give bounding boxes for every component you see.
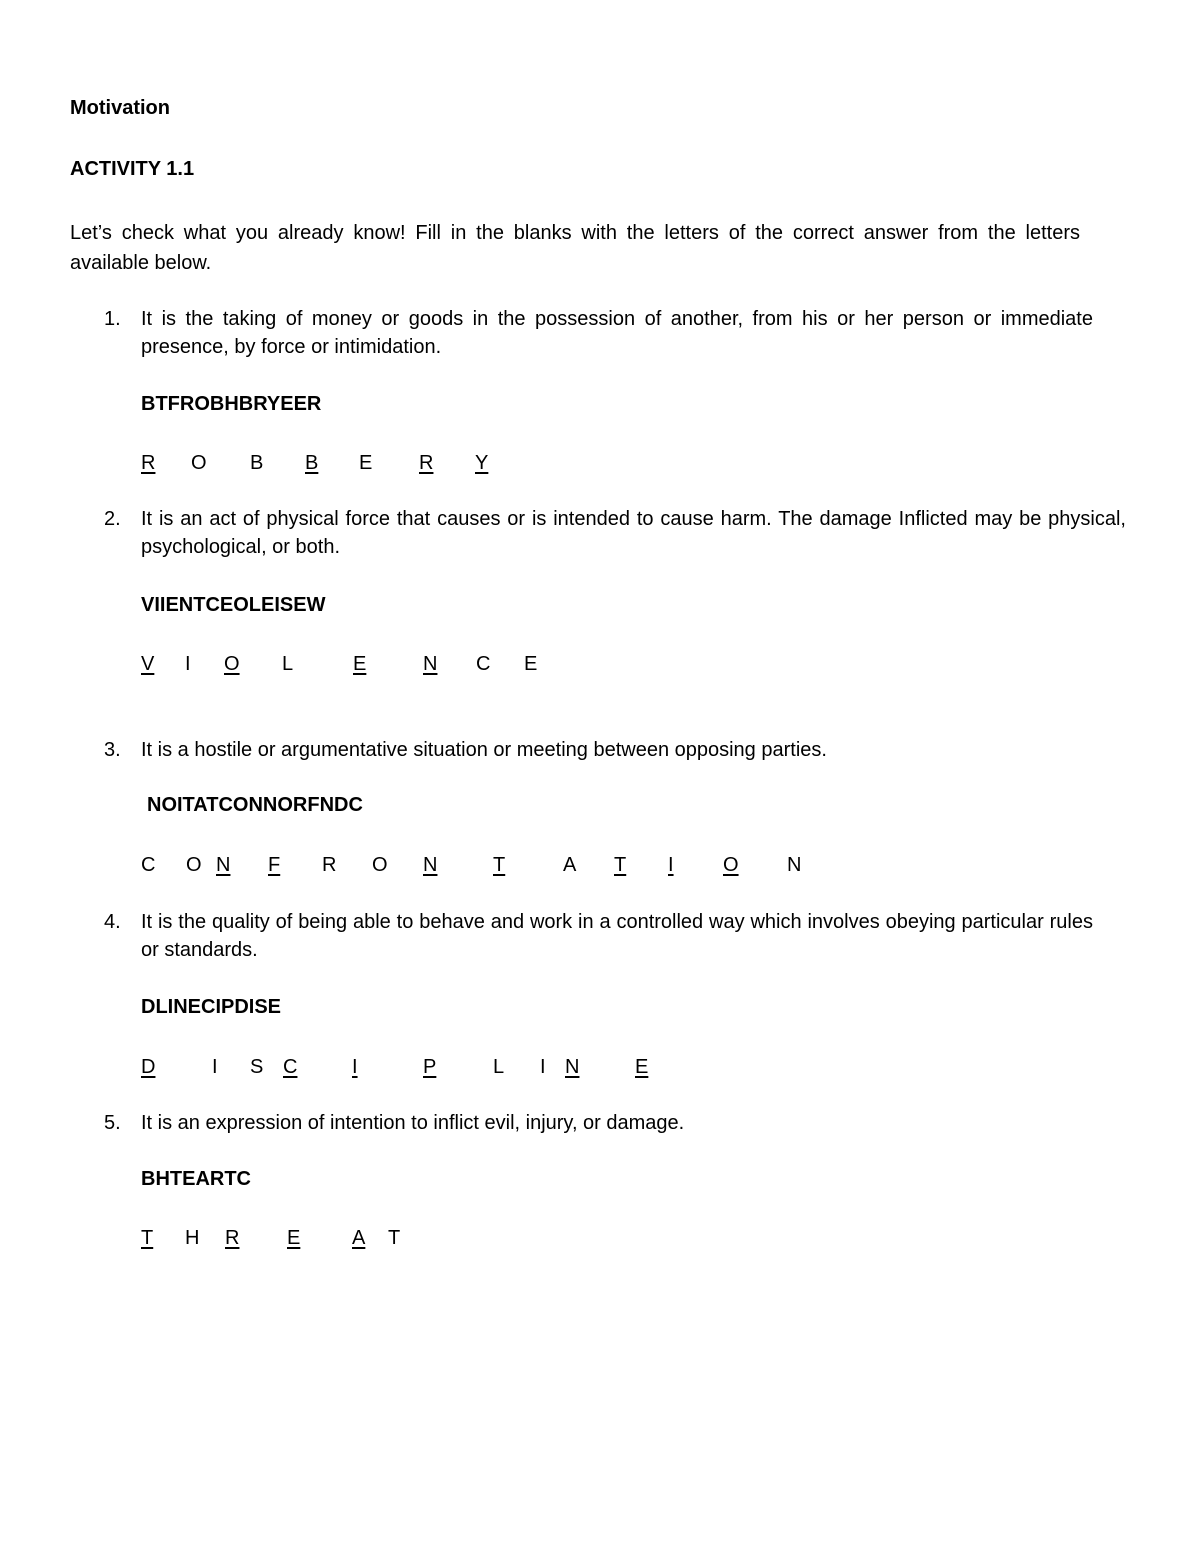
item-number: 2. (104, 508, 121, 530)
answer-letter: E (524, 653, 538, 675)
answer-letter: B (250, 452, 264, 474)
answer-row-1 (0, 449, 1200, 479)
answer-letter: R (322, 854, 337, 876)
answer-row-3 (0, 851, 1200, 881)
answer-letter: T (141, 1227, 154, 1249)
question-text: It is the quality of being able to behave and work in a controlled way which involves obeying particular rules or standards. (141, 911, 1093, 961)
answer-row-2 (0, 650, 1200, 680)
answer-letter: R (225, 1227, 240, 1249)
item-number: 4. (104, 911, 121, 933)
answer-letter: I (352, 1056, 358, 1078)
answer-letter: V (141, 653, 155, 675)
scrambled-letters-3: NOITATCONNORFNDC (147, 794, 363, 816)
question-text: It is the taking of money or goods in the possession of another, from his or her person or immediate presence, by force or intimidation. (141, 308, 1093, 358)
answer-letter: I (185, 653, 191, 675)
answer-letter: O (372, 854, 388, 876)
question-text: It is a hostile or argumentative situation or meeting between opposing parties. (141, 739, 827, 761)
answer-letter: T (388, 1227, 401, 1249)
answer-letter: I (212, 1056, 218, 1078)
scrambled-letters-5: BHTEARTC (141, 1168, 251, 1190)
answer-letter: C (283, 1056, 298, 1078)
item-number: 1. (104, 308, 121, 330)
scrambled-letters-4: DLINECIPDISE (141, 996, 282, 1018)
question-text: It is an act of physical force that causes or is intended to cause harm. The damage Inflicted may be physical, psychological, or both. (141, 508, 1126, 558)
answer-letter: E (287, 1227, 301, 1249)
answer-letter: D (141, 1056, 156, 1078)
answer-letter: P (423, 1056, 437, 1078)
answer-letter: E (353, 653, 367, 675)
answer-letter: O (186, 854, 202, 876)
answer-letter: E (635, 1056, 649, 1078)
answer-letter: C (141, 854, 156, 876)
answer-letter: B (305, 452, 319, 474)
answer-letter: Y (475, 452, 489, 474)
answer-letter: N (565, 1056, 580, 1078)
page-title: Motivation (70, 97, 170, 119)
answer-letter: S (250, 1056, 264, 1078)
answer-letter: O (224, 653, 240, 675)
answer-row-4 (0, 1053, 1200, 1083)
answer-letter: I (540, 1056, 546, 1078)
question-text: It is an expression of intention to inflict evil, injury, or damage. (141, 1112, 685, 1134)
answer-letter: R (141, 452, 156, 474)
scrambled-letters-2: VIIENTCEOLEISEW (141, 594, 326, 616)
activity-heading: ACTIVITY 1.1 (70, 158, 195, 180)
answer-letter: L (493, 1056, 505, 1078)
answer-letter: T (614, 854, 627, 876)
answer-letter: N (423, 653, 438, 675)
answer-letter: I (668, 854, 674, 876)
answer-letter: N (787, 854, 802, 876)
answer-letter: E (359, 452, 373, 474)
answer-letter: H (185, 1227, 200, 1249)
item-number: 5. (104, 1112, 121, 1134)
instructions: Let’s check what you already know! Fill in the blanks with the letters of the correct answer from the letters available below. (70, 222, 1080, 274)
answer-letter: O (191, 452, 207, 474)
answer-letter: F (268, 854, 281, 876)
answer-letter: A (563, 854, 577, 876)
answer-letter: A (352, 1227, 366, 1249)
answer-letter: R (419, 452, 434, 474)
answer-letter: O (723, 854, 739, 876)
scrambled-letters-1: BTFROBHBRYEER (141, 393, 322, 415)
item-number: 3. (104, 739, 121, 761)
answer-letter: T (493, 854, 506, 876)
answer-letter: N (423, 854, 438, 876)
answer-letter: N (216, 854, 231, 876)
answer-letter: L (282, 653, 294, 675)
answer-row-5 (0, 1224, 1200, 1254)
answer-letter: C (476, 653, 491, 675)
